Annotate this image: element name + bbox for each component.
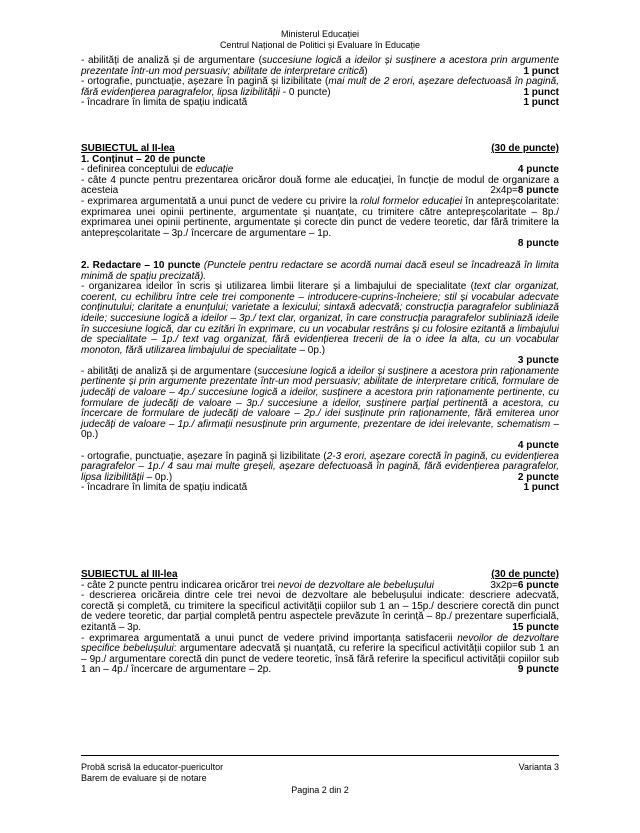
- s3-c: - exprimarea argumentată a unui punct de vedere privind importanța satisfacerii nevoilor de dezvoltare specifice bebelușului: argumentare adecvată și nuanțată, cu referire la specificul activității copiilor sub 1 an – 9p./ argumentare corectă din punct de vedere teoretic, însă fără referire la specificul activității copiilor sub 1 an – 4p./ încercare de argumentare – 2p. 9 puncte: [81, 632, 560, 676]
- points: 1 punct: [523, 86, 559, 98]
- s2-p2-d: - încadrare în limita de spațiu indicată 1 punct: [81, 482, 559, 494]
- header-ministry: Ministerul Educației: [280, 29, 360, 39]
- s2-p2-a-points: 3 puncte: [517, 355, 559, 367]
- footer-exam: Probă scrisă la educator-puericultor: [81, 762, 224, 772]
- page-footer: [81, 762, 559, 783]
- footer-variant: Varianta 3: [518, 762, 559, 772]
- s2-p1-c: - exprimarea argumentată a unui punct de vedere cu privire la rolul formelor educației în antepreșcolaritate: exprimarea unei opinii pertinente, argumentate și nuanțate, cu trimitere către antepreșcolaritate – 8p./ exprimarea unei opinii pertinente, argumentate și corecte din punct de vedere teoretic, dar fără trimitere la antepreșcolaritate – 3p./ încercare de argumentare – 1p.: [81, 195, 559, 239]
- subject-2-heading: SUBIECTUL al II-lea (30 de puncte): [81, 143, 559, 154]
- s2-p1-b: - câte 4 puncte pentru prezentarea oricăror două forme ale educației, în funcție de modul de organizare a acesteia 2x4p=8 puncte: [81, 174, 559, 197]
- s2-part2-title: 2. Redactare – 10 puncte (Punctele pentru redactare se acordă numai dacă eseul se încadrează în limita minimă de spațiu precizată).: [81, 259, 559, 282]
- criterion-spelling: - ortografie, punctuație, așezare în pagină și lizibilitate (mai mult de 2 erori, așezare defectuoasă în pagină, fără evidențierea paragrafelor, lipsa lizibilității - 0 puncte) 1 punct: [81, 76, 559, 98]
- s2-p2-a: - organizarea ideilor în scris și utilizarea limbii literare și a limbajului de specialitate (text clar organizat, coerent, cu echilibru între cele trei componente – introducere-cuprins-încheiere; stil și vocabular adecvate conținutului; claritate a enunțului; varietate a lexicului; sintaxă adecvată; construcția paragrafelor subliniază ideile; succesiune logică a ideilor – 3p./ text clar, organizat, în care construcția paragrafelor subliniază ideile în succesiune logică, dar cu ezitări în exprimare, cu un vocabular restrâns și cu folosire ezitantă a limbajului de specialitate – 1p./ text vag organizat, fără evidențierea trecerii de la o idee la alta, cu un vocabular monoton, fără utilizarea limbajului de specialitate – 0p.): [81, 281, 559, 356]
- s2-p2-c: - ortografie, punctuație, așezare în pagină și lizibilitate (2-3 erori, așezare corectă în pagină, cu evidențierea paragrafelor – 1p./ 4 sau mai multe greșeli, așezare defectuoasă în pagină, fără evidențierea paragrafelor, lipsa lizibilității – 0p.) 2 puncte: [81, 450, 559, 483]
- s2-p2-b-points: 4 puncte: [517, 440, 559, 452]
- subject-3-heading: SUBIECTUL al III-lea (30 de puncte): [81, 569, 559, 580]
- s2-p1-a: - definirea conceptului de educație 4 puncte: [81, 164, 559, 176]
- criterion-space: - încadrare în limita de spațiu indicată 1 punct: [81, 97, 559, 109]
- subject-3: [81, 570, 559, 676]
- header-center: Centrul Național de Politici și Evaluare în Educație: [219, 39, 421, 50]
- footer-divider: [81, 755, 559, 756]
- points: 1 punct: [523, 97, 559, 109]
- s3-b: - descrierea oricăreia dintre cele trei nevoi de dezvoltare ale bebelușului indicate: descriere adecvată, corectă și completă, cu trimitere la specificul activității copiilor sub 1 an – 15p./ descriere corectă din punct de vedere teoretic, dar parțial completă pentru aspectele prevăzute în cerință – 8p./ prezentare superficială, ezitantă – 3p. 15 puncte: [81, 590, 559, 633]
- points: 1 punct: [523, 65, 559, 77]
- page-header: [0, 29, 640, 50]
- s2-p2-b: - abilități de analiză și de argumentare (succesiune logică a ideilor și susținere a acestora prin raționamente pertinente și prin argumente prezentate într-un mod persuasiv; abilitate de interpretare critică, formulare de judecăți de valoare – 4p./ succesiune logică a ideilor, susținere a acestora prin raționamente pertinente, cu formulare de judecăți de valoare – 3p./ succesiune a ideilor, susținere parțial pertinentă a acestora, cu încercare de formulare de judecăți de valoare – 2p./ idei susținute prin raționamente, fără emiterea unor judecăți de valoare – 1p./ afirmații nesusținute prin argumente, prezentare de idei irelevante, schematism – 0p.): [81, 365, 559, 441]
- criterion-analysis: - abilități de analiză și de argumentare (succesiune logică a ideilor și susținere a acestora prin argumente prezentate într-un mod persuasiv; abilitate de interpretare critică) 1 punct: [81, 55, 560, 77]
- subject-2: [81, 144, 559, 494]
- top-criteria: [81, 56, 559, 109]
- footer-barem: Barem de evaluare și de notare: [81, 772, 207, 783]
- page-number: Pagina 2 din 2: [291, 785, 349, 795]
- s2-part1-title: 1. Conținut – 20 de puncte: [81, 153, 206, 165]
- s2-p1-c-points: 8 puncte: [517, 238, 559, 250]
- s3-a: - câte 2 puncte pentru indicarea oricăror trei nevoi de dezvoltare ale bebelușului 3x2p=6 puncte: [81, 579, 559, 591]
